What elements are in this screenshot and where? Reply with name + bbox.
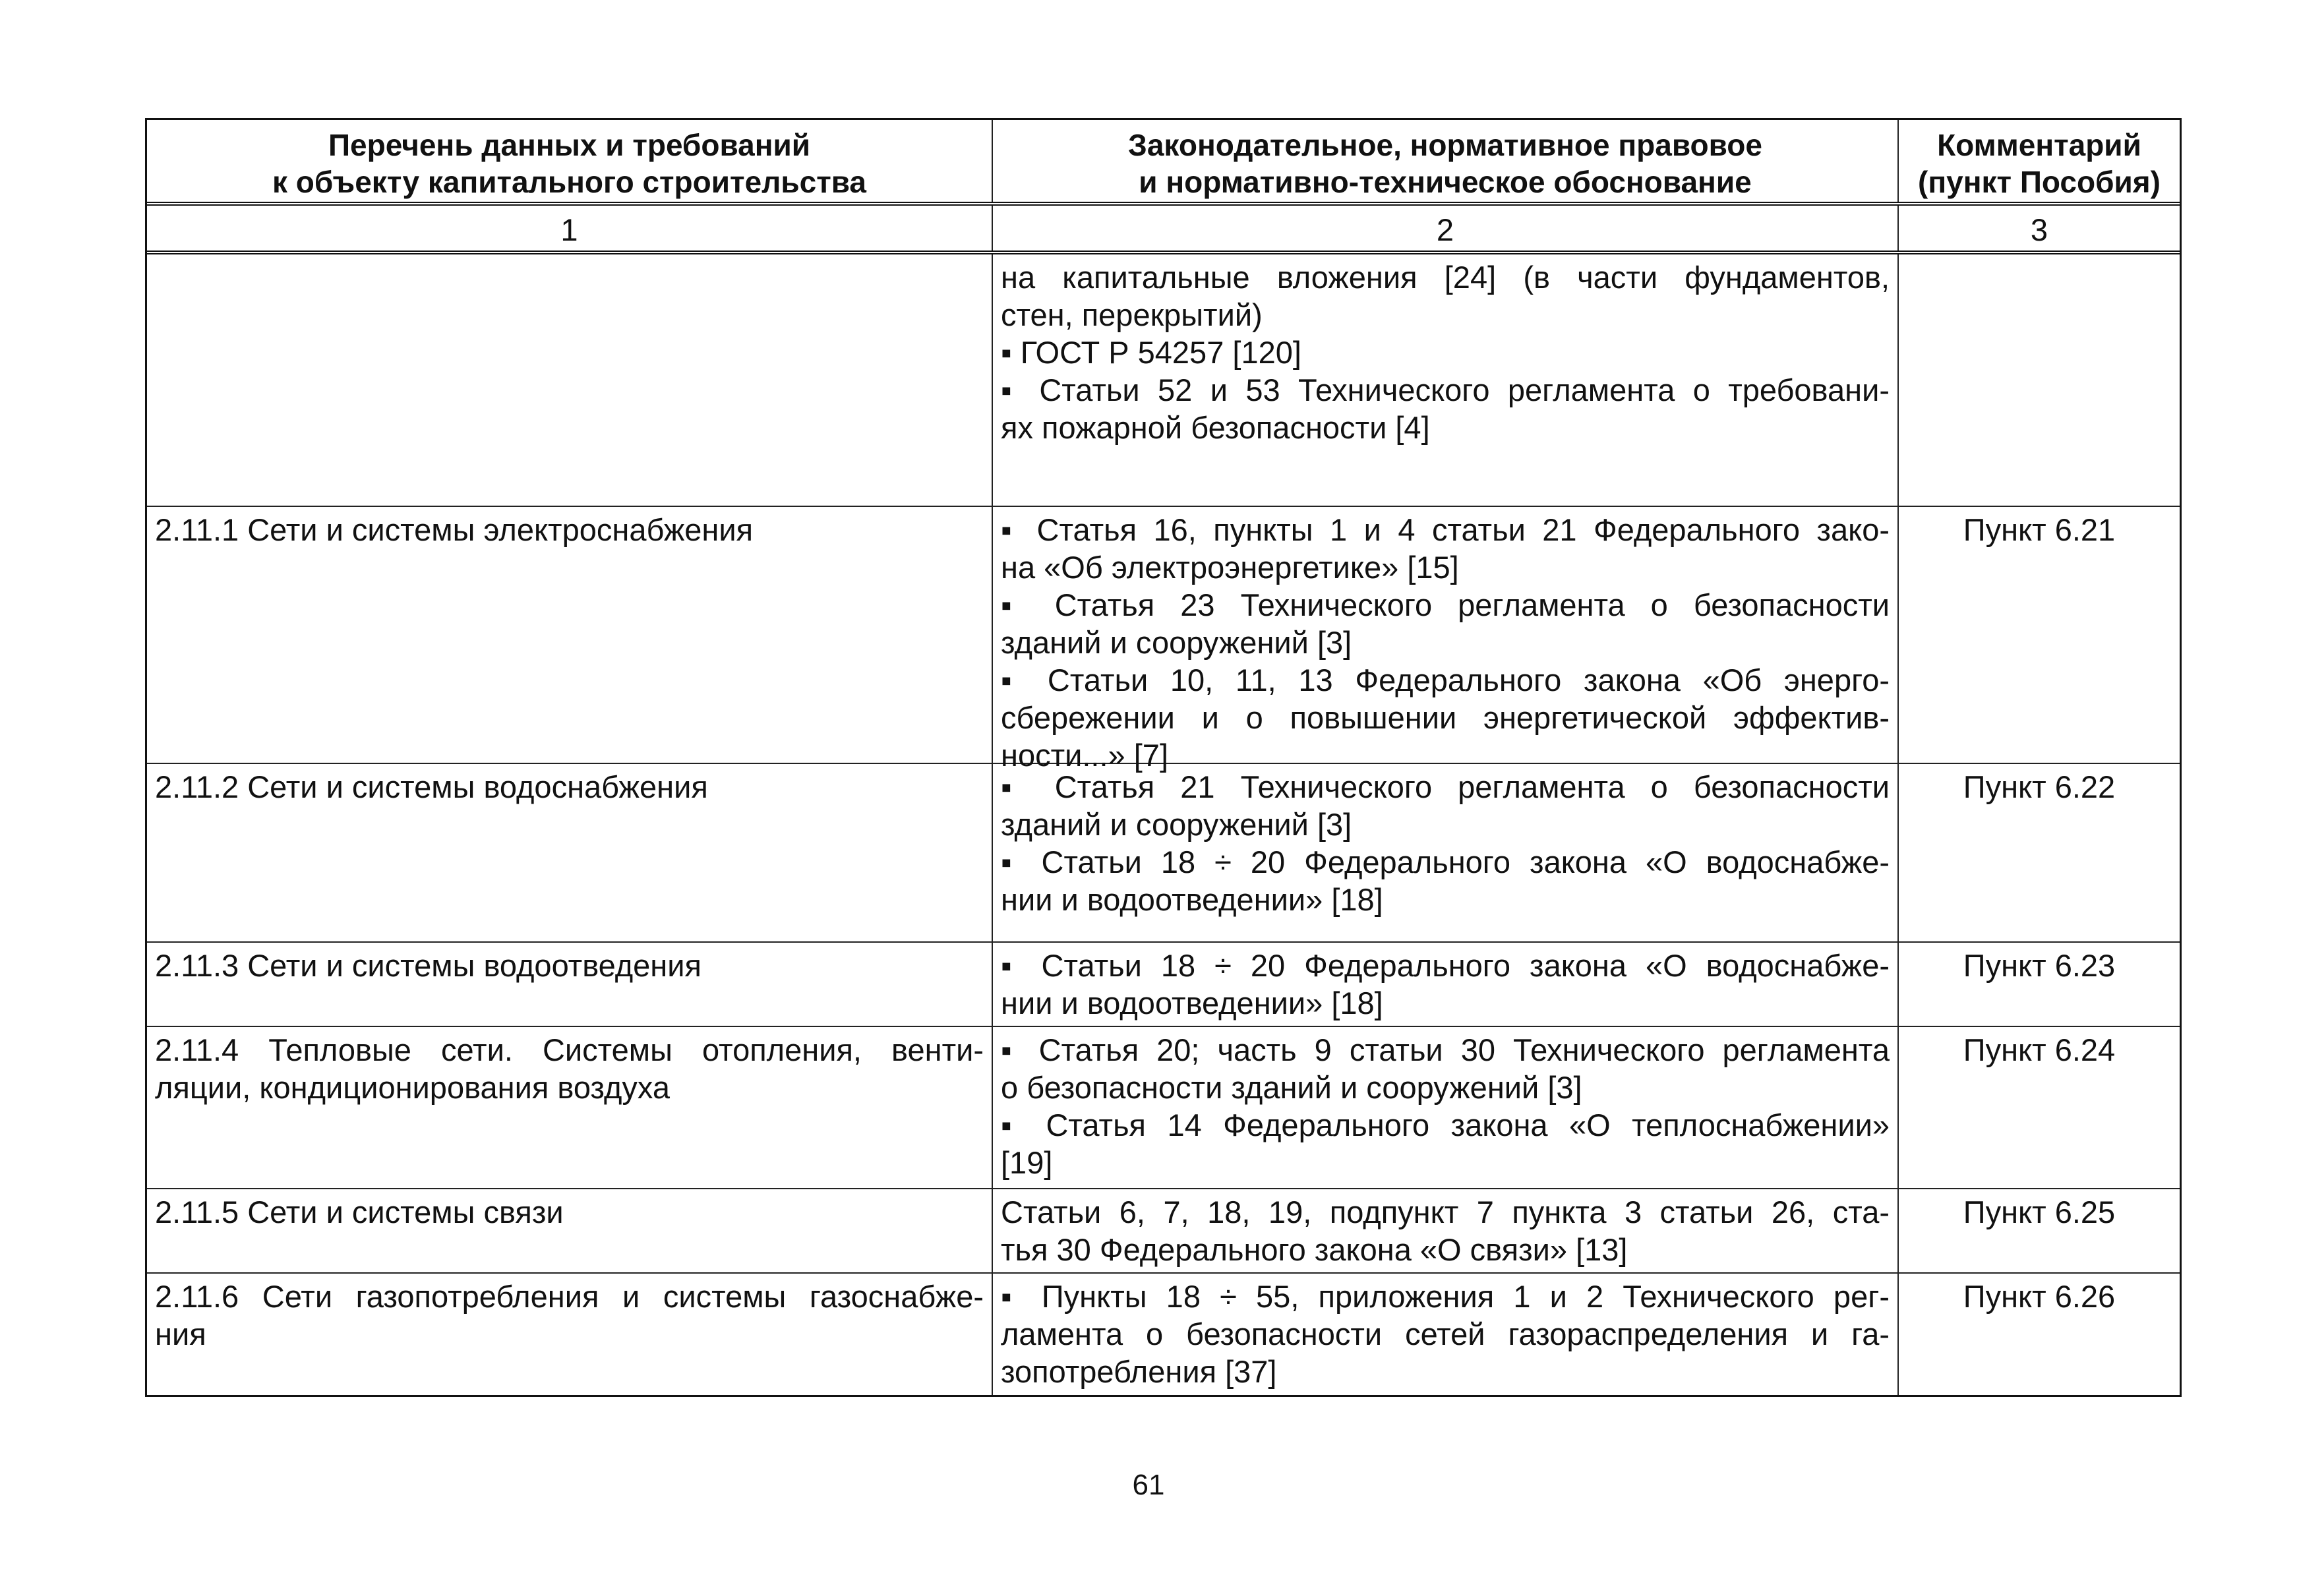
- legal-basis-item: [1001, 1193, 1890, 1268]
- header-col3-line: (пункт Пособия): [1918, 165, 2161, 199]
- header-col1-line: Перечень данных и требований: [328, 128, 811, 162]
- legal-basis-cell: [993, 254, 1899, 506]
- legal-basis-cell: [993, 764, 1899, 941]
- requirement-cell: [147, 764, 993, 941]
- legal-basis-cell: [993, 1274, 1899, 1395]
- legal-basis-item: [1001, 1106, 1890, 1181]
- requirement-cell: [147, 1189, 993, 1272]
- comment-cell: [1899, 254, 2180, 506]
- legal-basis-item: [1001, 768, 1890, 843]
- requirement-cell: [147, 1027, 993, 1188]
- column-number: 2: [993, 206, 1899, 251]
- requirement-line: 2.11.2 Сети и системы водоснабжения: [155, 769, 708, 804]
- table-row: [147, 1027, 2180, 1189]
- legal-basis-line: нии и водоотведении» [18]: [1001, 986, 1383, 1020]
- table-row: [147, 1274, 2180, 1395]
- table-header: [147, 120, 2180, 206]
- comment-cell: Пункт 6.23: [1963, 948, 2116, 983]
- header-col1-line: к объекту капитального строительства: [272, 165, 867, 199]
- requirement-cell: [147, 943, 993, 1026]
- legal-basis-line: зданий и сооружений [3]: [1001, 625, 1352, 660]
- legal-basis-line: нии и водоотведении» [18]: [1001, 882, 1383, 917]
- requirement-cell: [147, 507, 993, 763]
- legal-basis-line: стен, перекрытий): [1001, 297, 1263, 332]
- legal-basis-item: [1001, 258, 1890, 334]
- column-numbers-row: [147, 206, 2180, 254]
- legal-basis-cell: [993, 507, 1899, 773]
- legal-basis-item: [1001, 334, 1890, 371]
- table-row: [147, 254, 2180, 507]
- legal-basis-line: зданий и сооружений [3]: [1001, 807, 1352, 842]
- legal-basis-line: о безопасности зданий и сооружений [3]: [1001, 1070, 1582, 1105]
- header-col2: [993, 120, 1899, 202]
- legal-basis-line: ▪ Статья 16, пункты 1 и 4 статьи 21 Федерального зако-: [1001, 512, 1890, 547]
- comment-cell: Пункт 6.21: [1963, 512, 2116, 547]
- legal-basis-line: ности...» [7]: [1001, 738, 1169, 773]
- legal-basis-line: [19]: [1001, 1145, 1053, 1180]
- table-row: [147, 507, 2180, 773]
- legal-basis-line: зопотребления [37]: [1001, 1354, 1277, 1389]
- legal-basis-line: тья 30 Федерального закона «О связи» [13]: [1001, 1232, 1628, 1267]
- legal-basis-line: ▪ ГОСТ Р 54257 [120]: [1001, 335, 1301, 370]
- column-number: 1: [147, 206, 993, 251]
- legal-basis-item: [1001, 1031, 1890, 1106]
- legal-basis-item: [1001, 661, 1890, 774]
- legal-basis-line: Статьи 6, 7, 18, 19, подпункт 7 пункта 3 статьи 26, ста-: [1001, 1195, 1890, 1229]
- table-row: [147, 1189, 2180, 1274]
- header-col2-line: Законодательное, нормативное правовое: [1128, 128, 1762, 162]
- legal-basis-line: ▪ Статьи 52 и 53 Технического регламента о требовани-: [1001, 372, 1890, 407]
- legal-basis-line: ях пожарной безопасности [4]: [1001, 410, 1430, 445]
- legal-basis-line: ▪ Статьи 18 ÷ 20 Федерального закона «О водоснабже-: [1001, 844, 1890, 879]
- legal-basis-item: [1001, 1278, 1890, 1390]
- legal-basis-line: ▪ Статья 23 Технического регламента о безопасности: [1001, 587, 1890, 622]
- legal-basis-cell: [993, 1189, 1899, 1272]
- column-number: 3: [2030, 212, 2048, 247]
- legal-basis-line: ▪ Статьи 10, 11, 13 Федерального закона «Об энерго-: [1001, 663, 1890, 697]
- requirement-line: 2.11.5 Сети и системы связи: [155, 1195, 564, 1229]
- legal-basis-item: [1001, 947, 1890, 1022]
- requirement-line: ляции, кондиционирования воздуха: [155, 1070, 670, 1105]
- legal-basis-cell: [993, 1027, 1899, 1188]
- requirement-line: 2.11.3 Сети и системы водоотведения: [155, 948, 701, 983]
- requirement-cell: [147, 254, 993, 506]
- requirements-table: [145, 118, 2182, 1397]
- legal-basis-line: ▪ Статья 21 Технического регламента о безопасности: [1001, 769, 1890, 804]
- header-col1: [147, 120, 993, 202]
- legal-basis-line: на капитальные вложения [24] (в части фундаментов,: [1001, 260, 1890, 295]
- header-col3-line: Комментарий: [1937, 128, 2141, 162]
- page-number: 61: [1132, 1469, 1165, 1501]
- header-col3: [1899, 120, 2180, 202]
- legal-basis-item: [1001, 843, 1890, 918]
- legal-basis-line: на «Об электроэнергетике» [15]: [1001, 550, 1459, 585]
- table-row: [147, 764, 2180, 943]
- comment-cell: Пункт 6.24: [1963, 1032, 2116, 1067]
- legal-basis-cell: [993, 943, 1899, 1026]
- legal-basis-line: сбережении и о повышении энергетической эффектив-: [1001, 700, 1890, 735]
- legal-basis-line: ▪ Статья 14 Федерального закона «О теплоснабжении»: [1001, 1108, 1890, 1142]
- requirement-line: ния: [155, 1316, 206, 1351]
- legal-basis-item: [1001, 371, 1890, 446]
- legal-basis-item: [1001, 586, 1890, 661]
- legal-basis-item: [1001, 511, 1890, 586]
- header-col2-line: и нормативно-техническое обоснование: [1139, 165, 1752, 199]
- comment-cell: Пункт 6.25: [1963, 1195, 2116, 1229]
- legal-basis-line: ламента о безопасности сетей газораспределения и га-: [1001, 1316, 1890, 1351]
- legal-basis-line: ▪ Статьи 18 ÷ 20 Федерального закона «О водоснабже-: [1001, 948, 1890, 983]
- requirement-cell: [147, 1274, 993, 1395]
- legal-basis-line: ▪ Пункты 18 ÷ 55, приложения 1 и 2 Технического рег-: [1001, 1279, 1890, 1314]
- requirement-line: 2.11.6 Сети газопотребления и системы газоснабже-: [155, 1279, 984, 1314]
- requirement-line: 2.11.4 Тепловые сети. Системы отопления, венти-: [155, 1032, 984, 1067]
- comment-cell: Пункт 6.26: [1963, 1279, 2116, 1314]
- legal-basis-line: ▪ Статья 20; часть 9 статьи 30 Технического регламента: [1001, 1032, 1890, 1067]
- table-row: [147, 943, 2180, 1027]
- comment-cell: Пункт 6.22: [1963, 769, 2116, 804]
- requirement-line: 2.11.1 Сети и системы электроснабжения: [155, 512, 754, 547]
